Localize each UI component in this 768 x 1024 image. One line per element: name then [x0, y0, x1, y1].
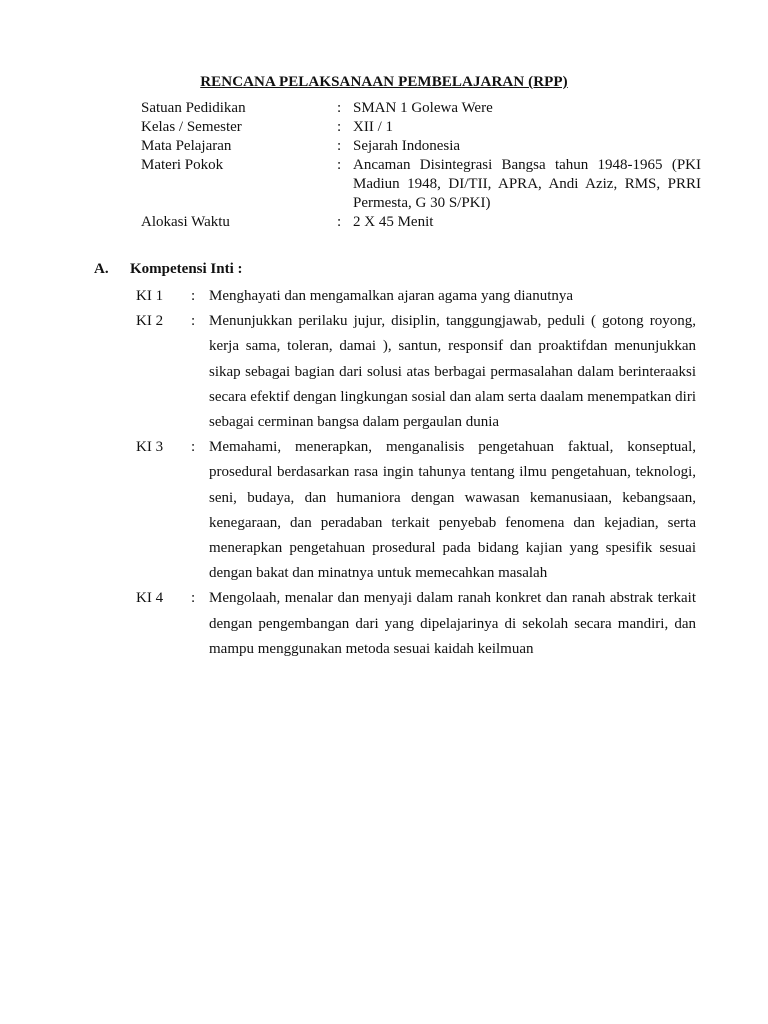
- identity-row-subject: [141, 137, 701, 156]
- section-title: Kompetensi Inti :: [130, 261, 243, 277]
- identity-colon: :: [337, 157, 342, 173]
- document-title: RENCANA PELAKSANAAN PEMBELAJARAN (RPP): [200, 74, 568, 90]
- ki-code: KI 1: [136, 288, 164, 304]
- ki-colon: :: [191, 313, 196, 330]
- ki-row-1: [136, 284, 696, 309]
- identity-row-time: [141, 213, 701, 232]
- identity-value: XII / 1: [353, 119, 393, 135]
- identity-row-school: [141, 99, 701, 118]
- ki-code: KI 3: [136, 439, 164, 456]
- identity-colon: :: [337, 119, 342, 135]
- identity-label: Mata Pelajaran: [141, 138, 232, 154]
- identity-label: Alokasi Waktu: [141, 214, 230, 230]
- ki-code: KI 2: [136, 313, 164, 330]
- identity-table: [141, 99, 701, 232]
- identity-colon: :: [337, 100, 342, 116]
- ki-row-3: [136, 435, 696, 586]
- identity-value: Ancaman Disintegrasi Bangsa tahun 1948-1965 (PKI Madiun 1948, DI/TII, APRA, Andi Aziz, RMS, PRRI Permesta, G 30 S/PKI): [353, 157, 701, 211]
- ki-text: Memahami, menerapkan, menganalisis pengetahuan faktual, konseptual, prosedural berdasarkan rasa ingin tahunya tentang ilmu pengetahuan, teknologi, seni, budaya, dan humaniora dengan wawasan kemanusiaan, kebangsaan, kenegaraan, dan peradaban terkait penyebab fenomena dan kejadian, serta menerapkan pengetahuan prosedural pada bidang kajian yang spesifik sesuai dengan bakat dan minatnya untuk memecahkan masalah: [209, 439, 696, 582]
- ki-text: Menghayati dan mengamalkan ajaran agama yang dianutnya: [209, 288, 574, 304]
- section-number: A.: [94, 261, 109, 277]
- identity-colon: :: [337, 214, 342, 230]
- ki-colon: :: [191, 590, 196, 607]
- identity-colon: :: [337, 138, 342, 154]
- ki-text: Menunjukkan perilaku jujur, disiplin, tanggungjawab, peduli ( gotong royong, kerja sama, toleran, damai ), santun, responsif dan proaktifdan menunjukkan sikap sebagai bagian dari solusi atas berbagai permasalahan dalam berinteraaksi secara efektif dengan lingkungan sosial dan alam serta daalam menempatkan diri sebagai cerminan bangsa dalam pergaulan dunia: [209, 313, 696, 431]
- ki-row-4: [136, 586, 696, 662]
- ki-row-2: [136, 309, 696, 435]
- identity-value: 2 X 45 Menit: [353, 214, 434, 230]
- identity-value: SMAN 1 Golewa Were: [353, 100, 493, 116]
- identity-row-topic: [141, 156, 701, 213]
- section-heading-a: [94, 261, 243, 278]
- identity-value: Sejarah Indonesia: [353, 138, 461, 154]
- identity-label: Satuan Pedidikan: [141, 100, 246, 116]
- identity-label: Materi Pokok: [141, 157, 224, 173]
- ki-list: [136, 284, 696, 662]
- ki-colon: :: [191, 439, 196, 456]
- ki-text: Mengolaah, menalar dan menyaji dalam ranah konkret dan ranah abstrak terkait dengan pengembangan dari yang dipelajarinya di sekolah secara mandiri, dan mampu menggunakan metoda sesuai kaidah keilmuan: [209, 590, 696, 657]
- ki-colon: :: [191, 288, 196, 304]
- ki-code: KI 4: [136, 590, 164, 607]
- identity-label: Kelas / Semester: [141, 119, 242, 135]
- identity-row-class: [141, 118, 701, 137]
